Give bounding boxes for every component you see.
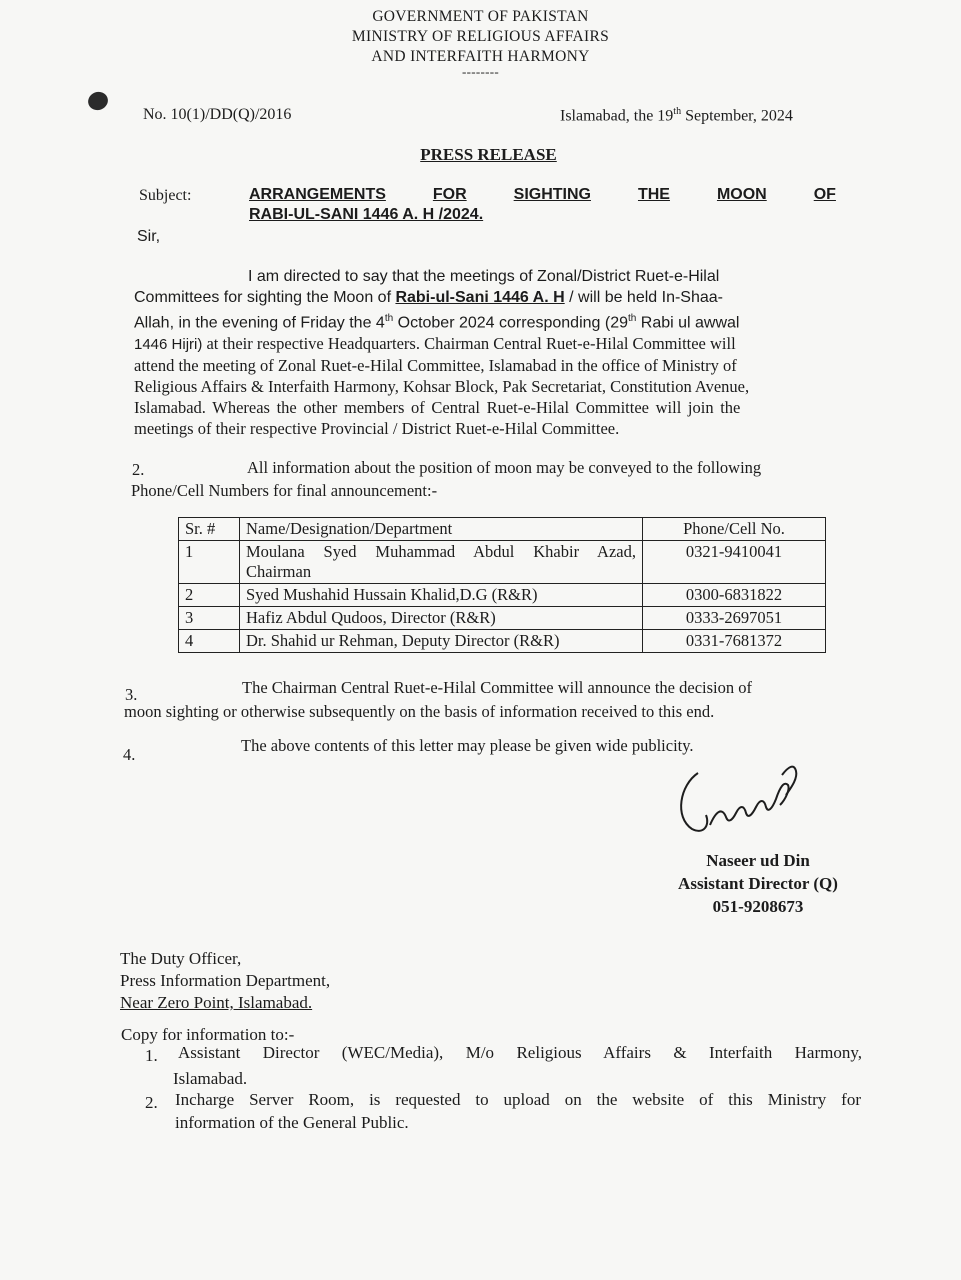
copy-item-2-line-2: information of the General Public. [175,1113,409,1132]
place-date-suffix: th [673,106,682,117]
contacts-table [178,517,826,653]
table-cell-phone: 0331-7681372 [643,630,826,653]
subject-word: THE [637,186,670,203]
paragraph-3-number: 3. [125,685,138,704]
table-cell-name-line: Chairman [246,562,312,581]
paragraph-2-line-2: Phone/Cell Numbers for final announcement:- [131,481,438,500]
para1-text: / will be held In-Shaa- [564,289,723,306]
signatory-phone: 051-9208673 [712,897,804,916]
copy-item-2-line-1: Incharge Server Room, is requested to upload on the website of this Ministry for [175,1090,861,1109]
copy-item-number: 2. [145,1093,158,1112]
table-header-phone: Phone/Cell No. [643,518,826,541]
para1-text: October 2024 corresponding (29 [393,314,628,332]
para1-text: at their respective Headquarters. Chairman Central Ruet-e-Hilal Committee will [202,334,736,354]
para1-text: Allah, in the evening of Friday the 4 [134,314,385,332]
salutation: Sir, [137,228,161,245]
table-cell-name: Dr. Shahid ur Rehman, Deputy Director (R&R) [240,630,643,653]
para1-text: Rabi ul awwal [636,314,740,332]
paragraph-2-line-1: All information about the position of moon may be conveyed to the following [247,458,762,477]
letterhead-rule: -------- [461,64,500,79]
reference-number: No. 10(1)/DD(Q)/2016 [143,106,292,123]
table-cell-sr: 2 [179,584,240,607]
signatory-name: Naseer ud Din [706,851,810,870]
signatory-block [643,849,873,918]
addressee-block [120,948,330,1014]
subject-line-1 [249,186,836,204]
para1-line: Islamabad. Whereas the other members of Central Ruet-e-Hilal Committee will join the [134,398,741,418]
paragraph-1 [134,266,842,439]
addressee-line: Press Information Department, [120,971,331,990]
addressee-line: Near Zero Point, Islamabad. [120,993,313,1012]
subject-word: ARRANGEMENTS [249,186,386,203]
table-cell-phone: 0333-2697051 [643,607,826,630]
table-cell-name: Hafiz Abdul Qudoos, Director (R&R) [240,607,643,630]
addressee-line: The Duty Officer, [120,949,242,968]
table-row [179,584,826,607]
paragraph-3-line-2: moon sighting or otherwise subsequently on the basis of information received to this end. [124,702,715,721]
subject-word: FOR [432,186,467,203]
para1-line [134,333,842,355]
copy-item-1-line-1: Assistant Director (WEC/Media), M/o Religious Affairs & Interfaith Harmony, [178,1043,862,1062]
letterhead-government: GOVERNMENT OF PAKISTAN [372,8,589,25]
subject-word: OF [813,186,836,203]
subject-word: MOON [716,186,767,203]
para1-line: attend the meeting of Zonal Ruet-e-Hilal Committee, Islamabad in the office of Ministry of [134,356,737,376]
table-header-name: Name/Designation/Department [240,518,643,541]
letterhead-ministry: MINISTRY OF RELIGIOUS AFFAIRS [351,28,610,45]
para1-sup: th [384,313,394,324]
paragraph-3-line-1: The Chairman Central Ruet-e-Hilal Committee will announce the decision of [242,678,752,697]
signatory-designation: Assistant Director (Q) [678,874,838,893]
table-cell-phone: 0321-9410041 [643,541,826,584]
table-header-sr: Sr. # [179,518,240,541]
copy-item-1-line-2: Islamabad. [173,1069,248,1088]
paragraph-4-number: 4. [123,745,136,764]
press-release-heading: PRESS RELEASE [420,145,557,164]
para1-line: Religious Affairs & Interfaith Harmony, Kohsar Block, Pak Secretariat, Constitution Avenue, [134,377,750,397]
table-cell-phone: 0300-6831822 [643,584,826,607]
table-cell-name-line: Moulana Syed Muhammad Abdul Khabir Azad, [246,542,636,561]
place-date [560,106,793,125]
para1-line [134,308,842,333]
para1-text: Committees for sighting the Moon of [134,289,396,306]
para1-text: 1446 Hijri) [134,336,203,354]
table-cell-name [240,541,643,584]
paragraph-2-number: 2. [132,460,145,479]
handwritten-signature [670,755,820,845]
place-date-text: Islamabad, the 19 [560,107,674,125]
para1-line: I am directed to say that the meetings of Zonal/District Ruet-e-Hilal [248,268,720,285]
subject-line-2: RABI-UL-SANI 1446 A. H /2024. [249,206,484,223]
para1-month-highlight: Rabi-ul-Sani 1446 A. H [395,289,565,306]
subject-label: Subject: [139,187,192,204]
table-cell-sr: 4 [179,630,240,653]
para1-sup: th [627,313,637,324]
letterhead-harmony: AND INTERFAITH HARMONY [371,48,590,65]
punch-hole-mark [86,89,111,113]
copy-item-number: 1. [145,1046,158,1065]
para1-line [134,287,842,308]
table-cell-sr: 3 [179,607,240,630]
para1-line: meetings of their respective Provincial / District Ruet-e-Hilal Committee. [134,419,620,439]
subject-word: SIGHTING [513,186,591,203]
table-row [179,630,826,653]
place-date-month-year: September, 2024 [681,107,793,125]
table-cell-sr: 1 [179,541,240,584]
paragraph-4-line-1: The above contents of this letter may please be given wide publicity. [241,736,694,755]
copy-label: Copy for information to:- [121,1025,295,1044]
table-row [179,607,826,630]
table-header-row [179,518,826,541]
table-cell-name: Syed Mushahid Hussain Khalid,D.G (R&R) [240,584,643,607]
table-row [179,541,826,584]
